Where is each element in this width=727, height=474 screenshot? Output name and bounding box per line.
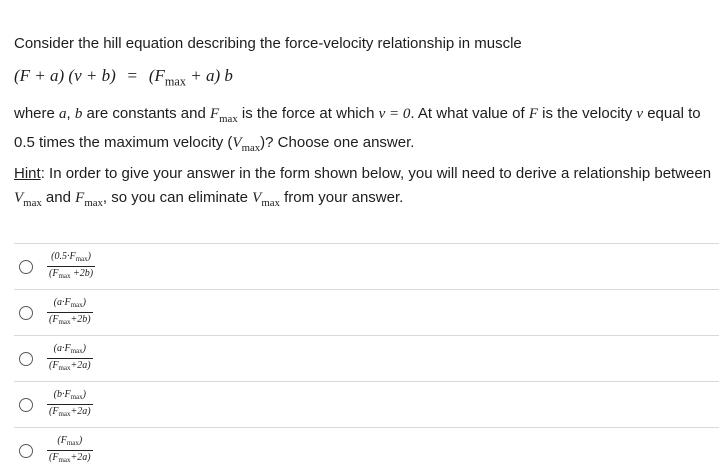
text: )	[78, 435, 83, 446]
text: )	[87, 251, 91, 262]
subscript: max	[58, 410, 71, 418]
question-body	[14, 102, 719, 160]
text: is the force at which	[237, 105, 379, 122]
text: ,	[66, 105, 75, 122]
text: +2a)	[70, 360, 91, 371]
math-sub-max: max	[219, 112, 238, 125]
hint-link[interactable]: Hint	[14, 165, 41, 182]
answer-fraction	[47, 251, 95, 282]
question-intro: Consider the hill equation describing the force-velocity relationship in muscle	[14, 35, 522, 52]
subscript: max	[58, 456, 71, 464]
text: (F	[49, 314, 59, 325]
math-sub-max: max	[241, 141, 261, 154]
text: : In order to give your answer in the form shown below, you will need to derive a relationship between	[40, 165, 712, 182]
subscript: max	[70, 301, 83, 309]
text: . At what value of	[410, 105, 529, 122]
fraction-denominator	[47, 313, 93, 328]
radio-button[interactable]	[19, 352, 33, 366]
text: (F	[49, 452, 59, 463]
text: (a·F	[53, 297, 71, 308]
fraction-denominator	[47, 267, 95, 282]
text: equal to 0.5 times the maximum velocity (	[14, 105, 701, 151]
math-v: v	[636, 106, 644, 122]
text: where	[14, 105, 60, 122]
text: (F	[49, 268, 59, 279]
text: (b·F	[53, 389, 71, 400]
math-F: F	[528, 106, 538, 122]
hint-text	[14, 162, 719, 215]
answer-fraction	[47, 297, 93, 328]
text: (F	[49, 406, 59, 417]
answer-fraction	[47, 343, 93, 374]
math-v-eq: v = 0	[378, 106, 411, 122]
math-a: a	[59, 106, 67, 122]
math-F: F	[209, 106, 220, 122]
text: +2b)	[70, 314, 91, 325]
text: (0.5·F	[51, 251, 76, 262]
math-sub-max: max	[261, 196, 280, 209]
fraction-denominator	[47, 405, 93, 420]
subscript: max	[58, 364, 71, 372]
text: is the velocity	[538, 105, 637, 122]
fraction-numerator	[55, 435, 84, 450]
text: and	[41, 189, 76, 206]
subscript: max	[70, 393, 83, 401]
text: , so you can eliminate	[102, 189, 253, 206]
text: are constants and	[82, 105, 210, 122]
radio-button[interactable]	[19, 444, 33, 458]
text: )	[82, 297, 86, 308]
equation-rhs-sub: max	[164, 74, 186, 89]
text: (a·F	[53, 343, 71, 354]
answer-option[interactable]	[14, 427, 719, 473]
answer-option[interactable]	[14, 289, 719, 335]
answer-option[interactable]	[14, 381, 719, 427]
fraction-numerator	[49, 251, 93, 266]
math-b: b	[74, 106, 83, 122]
text: +2a)	[70, 406, 91, 417]
math-F: F	[75, 190, 85, 206]
answer-fraction	[47, 389, 93, 420]
math-V: V	[252, 190, 262, 206]
answer-fraction	[47, 435, 93, 466]
math-V: V	[232, 134, 242, 151]
fraction-numerator	[52, 343, 88, 358]
math-sub-max: max	[23, 196, 42, 209]
equation-lhs: (F + a) (v + b)	[14, 66, 116, 85]
fraction-numerator	[52, 297, 88, 312]
text: from your answer.	[279, 189, 404, 206]
subscript: max	[66, 439, 79, 447]
answer-option[interactable]	[14, 243, 719, 289]
equation-rhs-open: (F	[148, 66, 165, 85]
text: (F	[49, 360, 59, 371]
equation-equals: =	[127, 66, 138, 85]
subscript: max	[75, 255, 88, 263]
math-sub-max: max	[84, 196, 103, 209]
fraction-denominator	[47, 359, 93, 374]
text: +2a)	[70, 452, 91, 463]
radio-button[interactable]	[19, 398, 33, 412]
text: )	[82, 389, 86, 400]
equation-rhs-close: + a) b	[185, 66, 233, 85]
subscript: max	[58, 272, 71, 280]
text: )? Choose one answer.	[260, 133, 415, 151]
math-V: V	[14, 190, 24, 206]
radio-button[interactable]	[19, 306, 33, 320]
fraction-denominator	[47, 451, 93, 466]
answer-option[interactable]	[14, 335, 719, 381]
text: (F	[57, 435, 67, 446]
subscript: max	[70, 347, 83, 355]
subscript: max	[58, 318, 71, 326]
radio-button[interactable]	[19, 260, 33, 274]
text: )	[82, 343, 86, 354]
hill-equation	[14, 66, 233, 89]
text: +2b)	[70, 268, 94, 279]
answer-options	[14, 243, 719, 473]
fraction-numerator	[52, 389, 88, 404]
